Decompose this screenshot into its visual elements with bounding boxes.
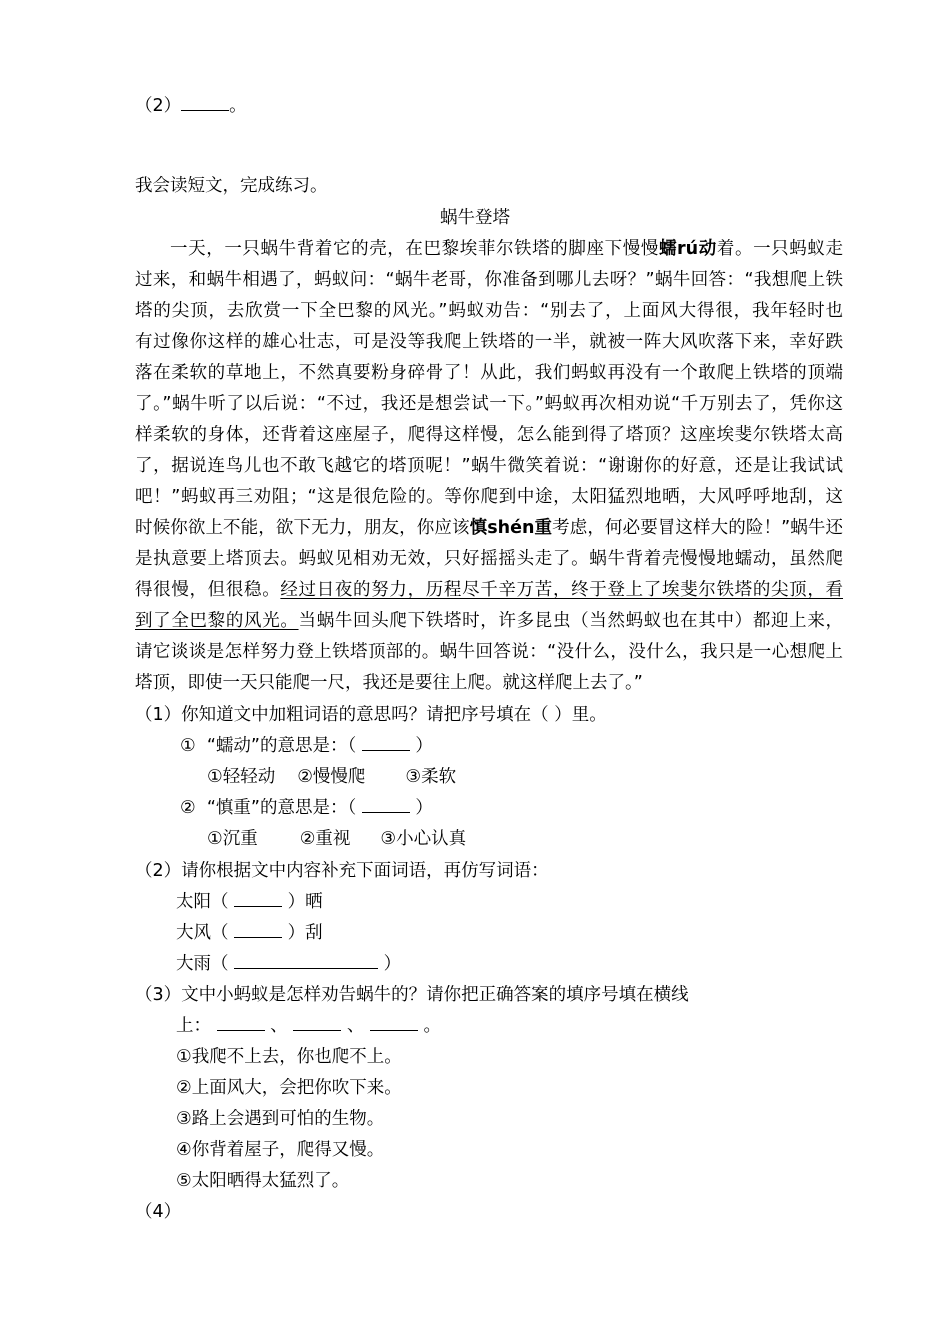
passage-line: 有过像你这样的雄心壮志，可是没等我爬上铁塔的一半，就被一阵大风吹落下来，幸好跌 bbox=[135, 332, 843, 352]
question-2-stem: （2）请你根据文中内容补充下面词语，再仿写词语： bbox=[135, 861, 549, 881]
word-fill-2: 大风（ ）刮 bbox=[176, 918, 323, 949]
answer-blank[interactable] bbox=[234, 920, 282, 938]
passage-line: 了，据说连鸟儿也不敢飞越它的塔顶呢！”蜗牛微笑着说：“谢谢你的好意，还是让我试试 bbox=[135, 456, 843, 476]
passage-line: 样柔软的身体，还背着这座屋子，爬得这样慢，怎么能到得了塔顶？这座埃斐尔铁塔太高 bbox=[135, 425, 843, 445]
passage-line: 落在柔软的草地上，不然真要粉身碎骨了！从此，我们蚂蚁再没有一个敢爬上铁塔的顶端 bbox=[135, 363, 843, 383]
passage-line: 塔的尖顶，去欣赏一下全巴黎的风光。”蚂蚁劝告：“别去了，上面风大得很，我年轻时也 bbox=[135, 301, 843, 321]
answer-blank[interactable] bbox=[234, 889, 282, 907]
question-1-stem: （1）你知道文中加粗词语的意思吗？请把序号填在（ ）里。 bbox=[135, 705, 607, 725]
answer-blank[interactable] bbox=[181, 93, 229, 111]
answer-blank[interactable] bbox=[234, 951, 378, 969]
answer-blank[interactable] bbox=[362, 795, 410, 813]
question-1a: ① “蠕动”的意思是：（ ） bbox=[180, 731, 433, 762]
question-1b-options bbox=[207, 824, 466, 855]
passage-line: 得很慢，但很稳。经过日夜的努力，历程尽千辛万苦，终于登上了埃斐尔铁塔的尖顶，看 bbox=[135, 580, 844, 600]
option: ①我爬不上去，你也爬不上。 bbox=[176, 1047, 402, 1067]
passage-line: 时候你欲上不能，欲下无力，朋友，你应该慎shén重考虑，何必要冒这样大的险！”蜗牛还 bbox=[135, 518, 843, 538]
word-fill-3: 大雨（ ） bbox=[176, 949, 401, 980]
underlined-sentence: 经过日夜的努力，历程尽千辛万苦，终于登上了埃斐尔铁塔的尖顶，看 bbox=[280, 580, 844, 600]
option: ⑤太阳晒得太猛烈了。 bbox=[176, 1171, 350, 1191]
bold-word-rudong: 蠕rú动 bbox=[658, 239, 717, 259]
answer-blank[interactable] bbox=[293, 1013, 341, 1031]
answer-blank[interactable] bbox=[370, 1013, 418, 1031]
option: ①沉重 bbox=[207, 829, 258, 849]
option: ③路上会遇到可怕的生物。 bbox=[176, 1109, 385, 1129]
answer-blank[interactable] bbox=[217, 1013, 265, 1031]
option: ④你背着屋子，爬得又慢。 bbox=[176, 1140, 385, 1160]
word-fill-1: 太阳（ ）晒 bbox=[176, 887, 323, 918]
question-3-stem: （3）文中小蚂蚁是怎样劝告蜗牛的？请你把正确答案的填序号填在横线 bbox=[135, 985, 689, 1005]
question-1b: ② “慎重”的意思是：（ ） bbox=[180, 793, 433, 824]
option: ③小心认真 bbox=[380, 829, 467, 849]
answer-blank[interactable] bbox=[362, 733, 410, 751]
passage-line: 过来，和蜗牛相遇了，蚂蚁问：“蜗牛老哥，你准备到哪儿去呀？”蜗牛回答：“我想爬上铁 bbox=[135, 270, 843, 290]
option: ③柔软 bbox=[405, 767, 457, 787]
passage-title: 蜗牛登塔 bbox=[440, 208, 510, 228]
instruction: 我会读短文，完成练习。 bbox=[135, 176, 328, 196]
option: ②重视 bbox=[299, 829, 351, 849]
bold-word-shenzhong: 慎shén重 bbox=[469, 518, 553, 538]
passage-line: 到了全巴黎的风光。当蜗牛回头爬下铁塔时，许多昆虫（当然蚂蚁也在其中）都迎上来， bbox=[135, 611, 844, 631]
passage-line: 是执意要上塔顶去。蚂蚁见相劝无效，只好摇摇头走了。蜗牛背着壳慢慢地蠕动，虽然爬 bbox=[135, 549, 843, 569]
question-2-answer-line: （2） 。 bbox=[135, 91, 247, 122]
question-4-stem: （4） bbox=[135, 1202, 182, 1222]
passage-line: 塔顶，即使一天只能爬一尺，我还是要往上爬。就这样爬上去了。” bbox=[135, 673, 643, 693]
passage-line: 了。”蜗牛听了以后说：“不过，我还是想尝试一下。”蚂蚁再次相劝说“千万别去了，凭你这 bbox=[135, 394, 843, 414]
passage-line: 吧！”蚂蚁再三劝阻；“这是很危险的。等你爬到中途，太阳猛烈地晒，大风呼呼地刮，这 bbox=[135, 487, 843, 507]
question-3-answer-line: 上： 、 、 。 bbox=[176, 1011, 441, 1042]
passage-line: 请它谈谈是怎样努力登上铁塔顶部的。蜗牛回答说：“没什么，没什么，我只是一心想爬上 bbox=[135, 642, 843, 662]
option: ①轻轻动 bbox=[207, 767, 276, 787]
underlined-sentence: 到了全巴黎的风光。 bbox=[135, 611, 299, 631]
option: ②上面风大，会把你吹下来。 bbox=[176, 1078, 402, 1098]
question-1a-options bbox=[207, 762, 456, 793]
passage-line: 一天，一只蜗牛背着它的壳，在巴黎埃菲尔铁塔的脚座下慢慢蠕rú动着。一只蚂蚁走 bbox=[170, 239, 844, 259]
option: ②慢慢爬 bbox=[297, 767, 366, 787]
